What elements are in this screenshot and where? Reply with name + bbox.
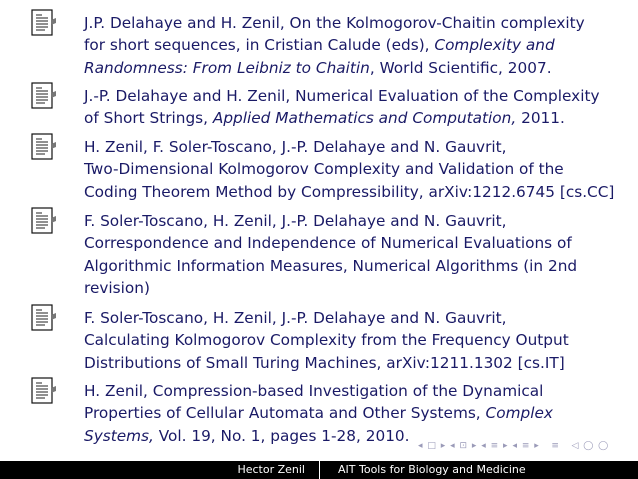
reference-line — [84, 307, 604, 329]
reference-italic-segment: Systems, — [84, 426, 154, 445]
reference-segment: Vol. 19, No. 1, pages 1-28, 2010. — [153, 426, 410, 445]
reference-segment: J.P. Delahaye and H. Zenil, On the Kolmogorov-Chaitin complexity — [84, 14, 585, 32]
article-document-icon — [31, 207, 58, 235]
reference-text — [84, 85, 604, 130]
reference-text — [84, 307, 604, 374]
reference-segment: H. Zenil, F. Soler-Toscano, J.-P. Delahaye and N. Gauvrit, — [84, 138, 507, 156]
reference-segment: Calculating Kolmogorov Complexity from the Frequency Output — [84, 331, 569, 350]
reference-segment: revision) — [84, 278, 150, 297]
footer-bar — [0, 461, 638, 479]
reference-segment: Two-Dimensional Kolmogorov Complexity and Validation of the — [84, 160, 564, 179]
reference-line — [84, 57, 604, 79]
footer-author: Hector Zenil — [237, 463, 305, 476]
reference-line — [84, 107, 604, 129]
reference-segment: Coding Theorem Method by Compressibility, arXiv:1212.6745 [cs.CC] — [84, 182, 615, 201]
reference-segment: Distributions of Small Turing Machines, arXiv:1211.1302 [cs.IT] — [84, 353, 565, 372]
reference-segment: , World Scientific, 2007. — [369, 58, 552, 77]
reference-line — [84, 85, 604, 107]
reference-text — [84, 380, 604, 447]
reference-segment: 2011. — [516, 109, 565, 128]
reference-text — [84, 12, 604, 79]
reference-text — [84, 210, 604, 299]
reference-segment: Correspondence and Independence of Numerical Evaluations of — [84, 234, 572, 253]
reference-line — [84, 158, 604, 180]
reference-line — [84, 34, 604, 56]
reference-text — [84, 136, 615, 203]
reference-segment: Properties of Cellular Automata and Other Systems, — [84, 404, 486, 423]
reference-italic-segment: Complexity and — [434, 36, 555, 55]
article-document-icon — [31, 377, 58, 405]
article-document-icon — [31, 82, 58, 110]
reference-line — [84, 255, 604, 277]
reference-segment: F. Soler-Toscano, H. Zenil, J.-P. Delahaye and N. Gauvrit, — [84, 212, 507, 230]
beamer-navigation-bar[interactable]: ◂ □ ▸ ◂ ⊡ ▸ ◂ ≡ ▸ ◂ ≡ ▸ ≡ ◁ ◯ ◯ — [418, 441, 610, 451]
reference-segment: Algorithmic Information Measures, Numerical Algorithms (in 2nd — [84, 256, 578, 275]
reference-segment: J.-P. Delahaye and H. Zenil, Numerical Evaluation of the Complexity — [84, 87, 600, 105]
reference-line — [84, 352, 604, 374]
reference-italic-segment: Applied Mathematics and Computation, — [212, 109, 517, 128]
reference-line — [84, 277, 604, 299]
reference-line — [84, 181, 615, 203]
reference-line — [84, 136, 604, 158]
footer-title: AIT Tools for Biology and Medicine — [319, 461, 638, 479]
article-document-icon — [31, 133, 58, 161]
article-document-icon — [31, 9, 58, 37]
reference-segment: F. Soler-Toscano, H. Zenil, J.-P. Delahaye and N. Gauvrit, — [84, 309, 507, 327]
article-document-icon — [31, 304, 58, 332]
reference-segment: for short sequences, in Cristian Calude (eds), — [84, 36, 435, 55]
reference-line — [84, 329, 604, 351]
reference-line — [84, 402, 604, 424]
reference-segment: of Short Strings, — [84, 109, 213, 128]
reference-italic-segment: Randomness: From Leibniz to Chaitin — [84, 58, 370, 77]
reference-line — [84, 12, 604, 34]
reference-line — [84, 380, 604, 402]
reference-segment: H. Zenil, Compression-based Investigation of the Dynamical — [84, 382, 544, 400]
reference-line — [84, 210, 604, 232]
reference-italic-segment: Complex — [485, 404, 553, 423]
reference-line — [84, 232, 604, 254]
